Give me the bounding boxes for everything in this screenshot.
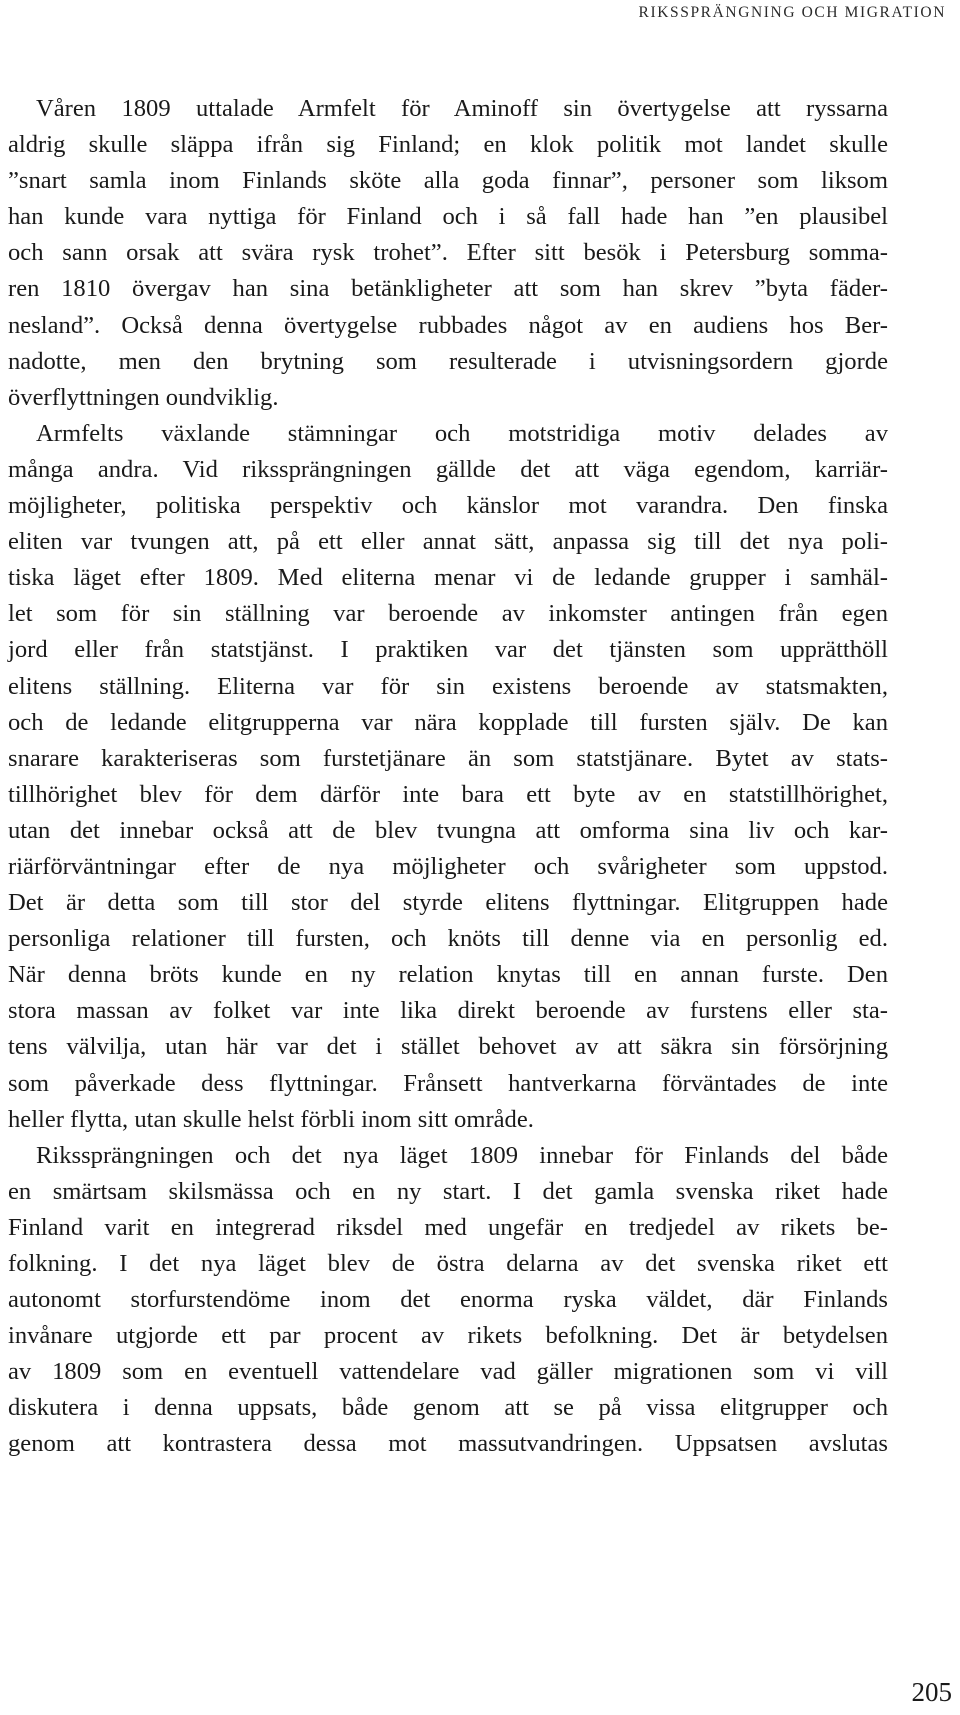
body-text xyxy=(8,91,888,1463)
text-line: När denna bröts kunde en ny relation knytas till en annan furste. Den xyxy=(8,961,888,989)
text-line: diskutera i denna uppsats, både genom att se på vissa elitgrupper och xyxy=(8,1394,888,1422)
running-header: RIKSSPRÄNGNING OCH MIGRATION xyxy=(638,4,946,21)
text-line: av 1809 som en eventuell vattendelare vad gäller migrationen som vi vill xyxy=(8,1358,888,1386)
text-line: Armfelts växlande stämningar och motstridiga motiv delades av xyxy=(36,419,888,447)
text-line: han kunde vara nyttiga för Finland och i så fall hade han ”en plausibel xyxy=(8,203,888,231)
text-line: utan det innebar också att de blev tvungna att omforma sina liv och kar- xyxy=(8,816,888,844)
text-line: let som för sin ställning var beroende av inkomster antingen från egen xyxy=(8,600,888,628)
text-line: elitens ställning. Eliterna var för sin existens beroende av statsmakten, xyxy=(8,672,888,700)
text-line: riärförväntningar efter de nya möjligheter och svårigheter som uppstod. xyxy=(8,852,888,880)
paragraph-2 xyxy=(8,416,888,1138)
text-line: personliga relationer till fursten, och knöts till denne via en personlig ed. xyxy=(8,925,888,953)
text-line: stora massan av folket var inte lika direkt beroende av furstens eller sta- xyxy=(8,997,888,1025)
text-line: möjligheter, politiska perspektiv och känslor mot varandra. Den finska xyxy=(8,492,888,520)
text-line: Det är detta som till stor del styrde elitens flyttningar. Elitgruppen hade xyxy=(8,889,888,917)
text-line: Finland varit en integrerad riksdel med ungefär en tredjedel av rikets be- xyxy=(8,1213,888,1241)
text-line: tens välvilja, utan här var det i stället behovet av att säkra sin försörjning xyxy=(8,1033,888,1061)
text-line: tiska läget efter 1809. Med eliterna menar vi de ledande grupper i samhäl- xyxy=(8,564,888,592)
text-line: ”snart samla inom Finlands sköte alla goda finnar”, personer som liksom xyxy=(8,167,888,195)
text-line: en smärtsam skilsmässa och en ny start. I det gamla svenska riket hade xyxy=(8,1177,888,1205)
text-line: eliten var tvungen att, på ett eller annat sätt, anpassa sig till det nya poli- xyxy=(8,528,888,556)
text-line: aldrig skulle släppa ifrån sig Finland; en klok politik mot landet skulle xyxy=(8,131,888,159)
text-line: och sann orsak att svära rysk trohet”. Efter sitt besök i Petersburg somma- xyxy=(8,239,888,267)
text-line: snarare karakteriseras som furstetjänare än som statstjänare. Bytet av stats- xyxy=(8,744,888,772)
text-line: som påverkade dess flyttningar. Frånsett hantverkarna förväntades de inte xyxy=(8,1069,888,1097)
text-line: invånare utgjorde ett par procent av rikets befolkning. Det är betydelsen xyxy=(8,1322,888,1350)
text-line: Våren 1809 uttalade Armfelt för Aminoff sin övertygelse att ryssarna xyxy=(36,95,888,122)
text-line: överflyttningen oundviklig. xyxy=(8,383,279,411)
text-line: autonomt storfurstendöme inom det enorma ryska väldet, där Finlands xyxy=(8,1286,888,1314)
text-line: många andra. Vid rikssprängningen gällde det att väga egendom, karriär- xyxy=(8,455,888,483)
text-line: nesland”. Också denna övertygelse rubbades något av en audiens hos Ber- xyxy=(8,311,888,339)
text-line: heller flytta, utan skulle helst förbli inom sitt område. xyxy=(8,1105,534,1133)
text-line: ren 1810 övergav han sina betänkligheter att som han skrev ”byta fäder- xyxy=(8,275,888,303)
page-number: 205 xyxy=(911,1677,952,1707)
text-line: tillhörighet blev för dem därför inte bara ett byte av en statstillhörighet, xyxy=(8,780,888,808)
text-line: och de ledande elitgrupperna var nära kopplade till fursten själv. De kan xyxy=(8,708,888,736)
paragraph-1 xyxy=(8,91,888,416)
text-line: genom att kontrastera dessa mot massutvandringen. Uppsatsen avslutas xyxy=(8,1430,888,1458)
text-line: nadotte, men den brytning som resulterade i utvisningsordern gjorde xyxy=(8,347,888,375)
text-line: jord eller från statstjänst. I praktiken var det tjänsten som upprätthöll xyxy=(8,636,888,664)
paragraph-3 xyxy=(8,1138,888,1463)
text-line: folkning. I det nya läget blev de östra delarna av det svenska riket ett xyxy=(8,1250,888,1277)
text-line: Rikssprängningen och det nya läget 1809 innebar för Finlands del både xyxy=(36,1141,888,1169)
